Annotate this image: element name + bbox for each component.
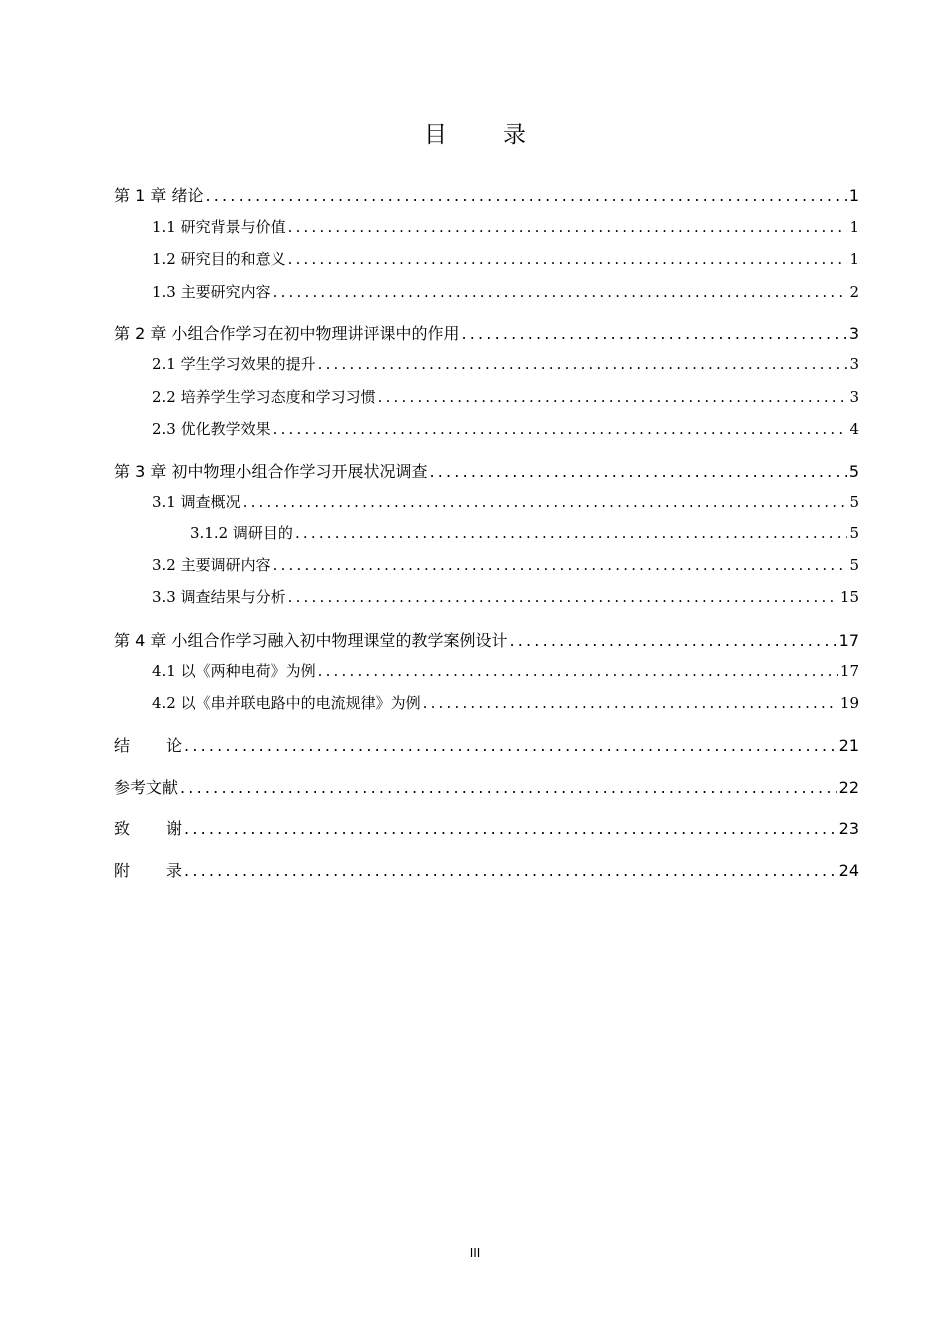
- toc-entry-label: 第 2 章 小组合作学习在初中物理讲评课中的作用: [114, 324, 460, 343]
- toc-entry-appendix[interactable]: [114, 858, 859, 881]
- toc-entry-chapter-3[interactable]: [114, 459, 859, 482]
- toc-leader-dots: [184, 736, 837, 755]
- toc-leader-dots: [318, 662, 838, 680]
- toc-leader-dots: [184, 861, 837, 880]
- toc-entry-label: 附 录: [114, 861, 183, 880]
- toc-leader-dots: [423, 694, 838, 712]
- toc-entry-label: 2.1 学生学习效果的提升: [152, 355, 316, 373]
- toc-entry-label: 4.1 以《两种电荷》为例: [152, 662, 316, 680]
- toc-leader-dots: [273, 420, 848, 438]
- toc-leader-dots: [429, 462, 846, 481]
- toc-entry-page: 3: [848, 324, 859, 343]
- toc-leader-dots: [273, 556, 848, 574]
- toc-leader-dots: [243, 493, 848, 511]
- toc-entry-page: 2: [849, 283, 859, 301]
- toc-entry-section-4-2[interactable]: [152, 692, 859, 713]
- toc-entry-section-2-1[interactable]: [152, 353, 859, 374]
- toc-entry-chapter-2[interactable]: [114, 321, 859, 344]
- toc-entry-page: 1: [849, 250, 859, 268]
- toc-title-char-1: 目: [424, 122, 447, 148]
- toc-entry-page: 17: [839, 662, 859, 680]
- toc-entry-label: 3.2 主要调研内容: [152, 556, 271, 574]
- toc-entry-label: 第 4 章 小组合作学习融入初中物理课堂的教学案例设计: [114, 631, 508, 650]
- toc-leader-dots: [288, 588, 838, 606]
- toc-entry-section-2-3[interactable]: [152, 418, 859, 439]
- toc-leader-dots: [461, 324, 846, 343]
- toc-title-char-2: 录: [503, 122, 526, 148]
- toc-entry-page: 1: [849, 218, 859, 236]
- toc-entry-page: 3: [849, 388, 859, 406]
- toc-entry-chapter-4[interactable]: [114, 628, 859, 651]
- toc-entry-label: 参考文献: [114, 778, 179, 797]
- toc-entry-label: 1.2 研究目的和意义: [152, 250, 286, 268]
- toc-entry-page: 5: [849, 556, 859, 574]
- toc-leader-dots: [378, 388, 848, 406]
- toc-entry-label: 1.3 主要研究内容: [152, 283, 271, 301]
- toc-entry-section-1-3[interactable]: [152, 281, 859, 302]
- toc-entry-page: 19: [839, 694, 859, 712]
- toc-entry-page: 5: [848, 462, 859, 481]
- toc-entry-label: 1.1 研究背景与价值: [152, 218, 286, 236]
- toc-leader-dots: [288, 218, 848, 236]
- toc-entry-references[interactable]: [114, 775, 859, 798]
- toc-leader-dots: [184, 819, 837, 838]
- toc-entry-label: 第 3 章 初中物理小组合作学习开展状况调查: [114, 462, 428, 481]
- toc-leader-dots: [180, 778, 837, 797]
- toc-entry-label: 致 谢: [114, 819, 183, 838]
- toc-leader-dots: [318, 355, 848, 373]
- toc-entry-page: 1: [848, 186, 859, 205]
- toc-entry-page: 17: [838, 631, 859, 650]
- toc-entry-page: 5: [849, 524, 859, 542]
- toc-entry-page: 24: [838, 861, 859, 880]
- toc-leader-dots: [273, 283, 848, 301]
- toc-entry-page: 21: [838, 736, 859, 755]
- toc-entry-conclusion[interactable]: [114, 733, 859, 756]
- toc-leader-dots: [288, 250, 848, 268]
- toc-entry-page: 15: [839, 588, 859, 606]
- toc-entry-section-1-1[interactable]: [152, 216, 859, 237]
- toc-entry-page: 3: [849, 355, 859, 373]
- toc-entry-page: 22: [838, 778, 859, 797]
- toc-entry-label: 2.3 优化教学效果: [152, 420, 271, 438]
- toc-entry-section-3-1-2[interactable]: [190, 522, 859, 543]
- toc-entry-page: 5: [849, 493, 859, 511]
- toc-entry-acknowledgements[interactable]: [114, 816, 859, 839]
- toc-entry-label: 2.2 培养学生学习态度和学习习惯: [152, 388, 376, 406]
- toc-entry-section-2-2[interactable]: [152, 386, 859, 407]
- toc-entry-section-1-2[interactable]: [152, 248, 859, 269]
- toc-leader-dots: [509, 631, 836, 650]
- toc-entry-section-3-3[interactable]: [152, 586, 859, 607]
- toc-entry-label: 3.3 调查结果与分析: [152, 588, 286, 606]
- toc-entry-section-4-1[interactable]: [152, 660, 859, 681]
- toc-entry-chapter-1[interactable]: [114, 183, 859, 206]
- toc-title: [0, 116, 950, 149]
- toc-entry-page: 23: [838, 819, 859, 838]
- page-number-footer: III: [469, 1246, 481, 1260]
- toc-entry-section-3-1[interactable]: [152, 491, 859, 512]
- toc-leader-dots: [295, 524, 848, 542]
- toc-leader-dots: [205, 186, 846, 205]
- toc-entry-label: 3.1.2 调研目的: [190, 524, 293, 542]
- toc-entry-section-3-2[interactable]: [152, 554, 859, 575]
- toc-entry-label: 3.1 调查概况: [152, 493, 241, 511]
- toc-entry-label: 4.2 以《串并联电路中的电流规律》为例: [152, 694, 421, 712]
- toc-entry-label: 结 论: [114, 736, 183, 755]
- toc-entry-label: 第 1 章 绪论: [114, 186, 204, 205]
- toc-entry-page: 4: [849, 420, 859, 438]
